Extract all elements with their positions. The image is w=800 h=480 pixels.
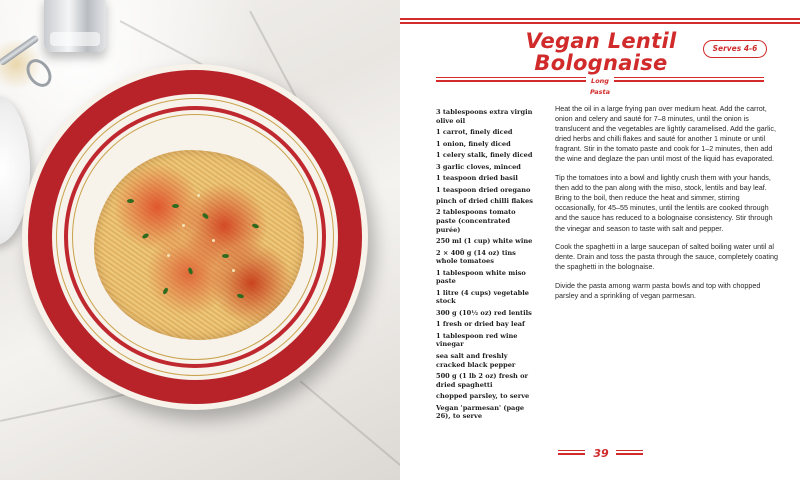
ingredient-item: 250 ml (1 cup) white wine: [436, 237, 533, 246]
ingredient-item: 1 onion, finely diced: [436, 139, 511, 148]
parmesan-sprinkle: [182, 224, 185, 227]
category-rule-right: [614, 77, 764, 84]
ingredient-item: 1 tablespoon red wine vinegar: [436, 331, 518, 349]
method-paragraph: Cook the spaghetti in a large saucepan of salted boiling water until al dente. Drain and toss the pasta through the sauce, completely coating the spaghetti in the bolognaise.: [555, 242, 778, 272]
ingredient-item: 1 tablespoon white miso paste: [436, 268, 526, 286]
ingredient-item: Vegan 'parmesan' (page 26), to serve: [436, 403, 525, 421]
ingredient-item: 2 × 400 g (14 oz) tins whole tomatoes: [436, 248, 516, 266]
ingredient-item: pinch of dried chilli flakes: [436, 196, 533, 205]
parmesan-sprinkle: [232, 269, 235, 272]
category-row: [400, 76, 800, 96]
recipe-title: Vegan Lentil Bolognaise: [525, 29, 677, 75]
parmesan-sprinkle: [197, 194, 200, 197]
method-steps: [555, 104, 780, 310]
ingredient-list: [436, 108, 536, 424]
parsley-garnish: [127, 199, 134, 203]
method-paragraph: Divide the pasta among warm pasta bowls and top with chopped parsley and a sprinkling of vegan parmesan.: [555, 280, 761, 300]
recipe-page: [400, 0, 800, 480]
dinner-plate: [22, 64, 368, 410]
page-number-rule-right: [616, 450, 643, 457]
category-rule-left: [436, 77, 586, 84]
ingredient-item: 1 carrot, finely diced: [436, 128, 513, 137]
serves-badge: Serves 4-6: [703, 40, 767, 58]
method-paragraph: Tip the tomatoes into a bowl and lightly crush them with your hands, then add to the pan along with the miso, stock, lentils and bay leaf. Bring to the boil, then reduce the heat and simmer, stirring occasionally, for 45–55 minutes, until the lentils are cooked through and the sauce has reduced to a bolognaise consistency. Stir through the vinegar and season to taste with salt and pepper.: [555, 173, 773, 233]
method-paragraph: Heat the oil in a large frying pan over medium heat. Add the carrot, onion and celery and sauté for 7–8 minutes, until the onion is translucent and the vegetables are lightly caramelised. Add the garlic, dried herbs and chilli flakes and sauté for another 1 minute or until fragrant. Stir in the tomato paste and cook for 1–2 minutes, then add the wine and deglaze the pan until most of the liquid has evaporated.: [555, 104, 776, 164]
spaghetti-bolognaise: [94, 150, 304, 340]
page-number-rule-left: [558, 450, 585, 457]
header-stripes: [400, 18, 800, 28]
salt-shaker: [44, 0, 106, 52]
ingredient-item: 500 g (1 lb 2 oz) fresh or dried spaghetti: [436, 371, 529, 389]
recipe-category: Long Pasta: [589, 77, 611, 96]
ingredient-item: 1 litre (4 cups) vegetable stock: [436, 288, 529, 306]
parsley-garnish: [222, 254, 229, 258]
parsley-garnish: [172, 204, 179, 208]
ingredient-item: 1 celery stalk, finely diced: [436, 151, 533, 160]
ingredient-item: 3 garlic cloves, minced: [436, 162, 521, 171]
ingredient-item: 2 tablespoons tomato paste (concentrated purée): [436, 208, 516, 234]
ingredient-item: sea salt and freshly cracked black pepper: [436, 351, 516, 369]
ingredient-item: 1 teaspoon dried oregano: [436, 185, 531, 194]
ingredient-item: 300 g (10½ oz) red lentils: [436, 308, 532, 317]
page-number: 39: [593, 447, 609, 460]
ingredient-item: 1 teaspoon dried basil: [436, 174, 518, 183]
parmesan-sprinkle: [167, 254, 170, 257]
parmesan-sprinkle: [212, 239, 215, 242]
marble-vein: [299, 380, 400, 472]
ingredient-item: chopped parsley, to serve: [436, 392, 530, 401]
ingredient-item: 1 fresh or dried bay leaf: [436, 320, 525, 329]
ingredient-item: 3 tablespoons extra virgin olive oil: [436, 108, 533, 125]
